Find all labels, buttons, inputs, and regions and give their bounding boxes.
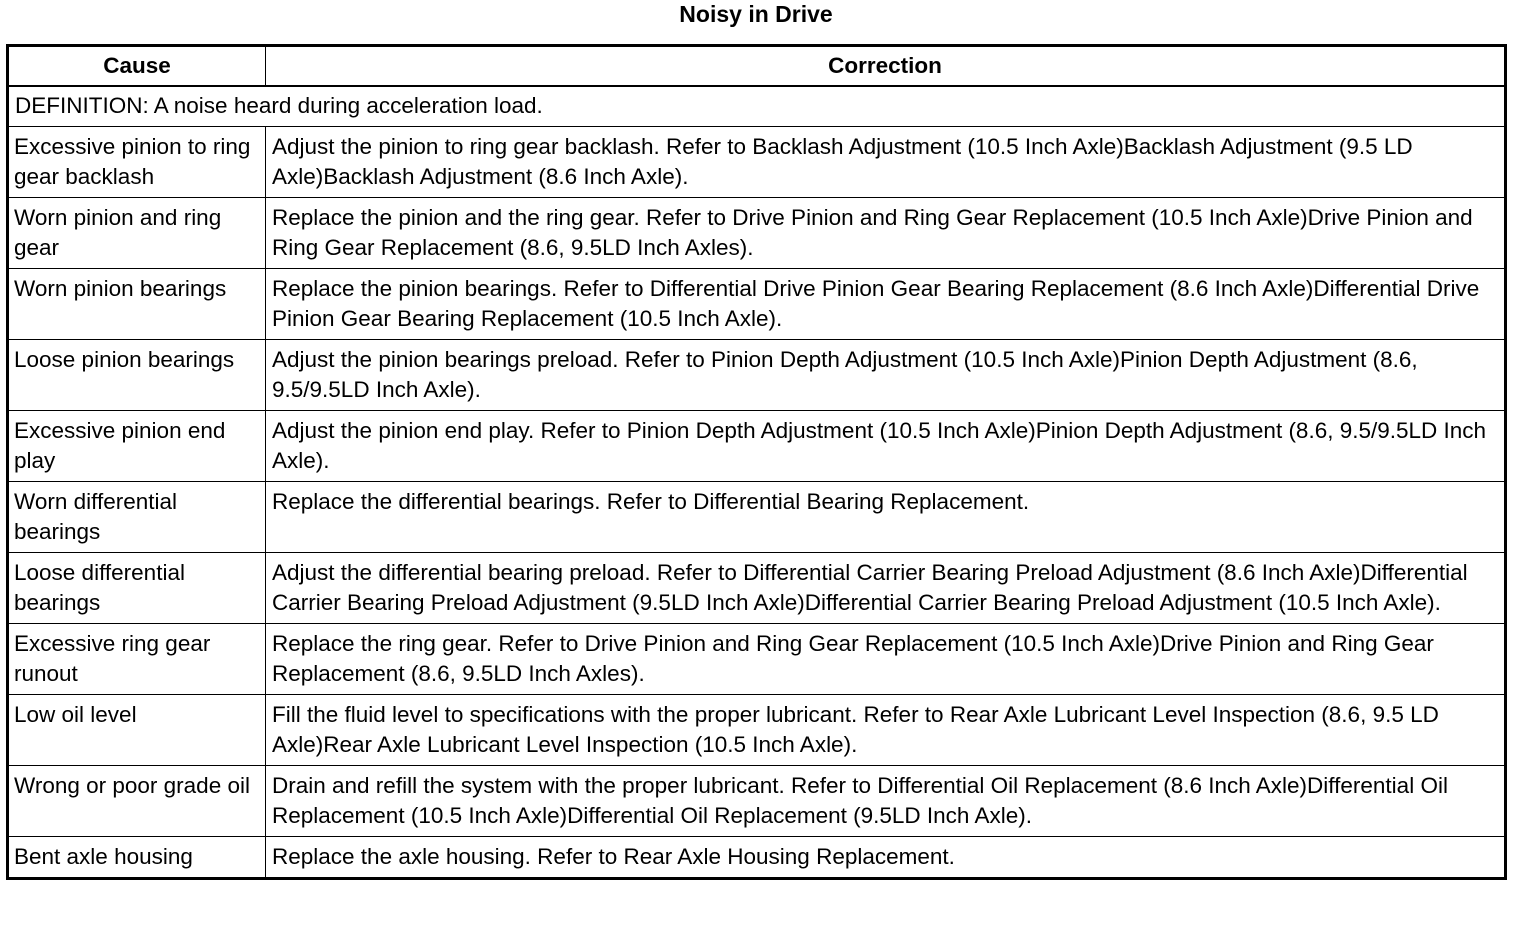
correction-cell: Replace the axle housing. Refer to Rear Axle Housing Replacement. [266, 837, 1506, 879]
table-row [8, 411, 1506, 482]
column-header-cause: Cause [8, 46, 266, 87]
table-header-row [8, 46, 1506, 87]
cause-cell: Excessive pinion to ring gear backlash [8, 127, 266, 198]
cause-cell: Worn pinion bearings [8, 269, 266, 340]
cause-cell: Worn pinion and ring gear [8, 198, 266, 269]
correction-cell: Replace the pinion and the ring gear. Refer to Drive Pinion and Ring Gear Replacement (10.5 Inch Axle)Drive Pinion and Ring Gear Replacement (8.6, 9.5LD Inch Axles). [266, 198, 1506, 269]
correction-cell: Drain and refill the system with the proper lubricant. Refer to Differential Oil Replacement (8.6 Inch Axle)Differential Oil Replacement (10.5 Inch Axle)Differential Oil Replacement (9.5LD Inch Axle). [266, 766, 1506, 837]
correction-cell: Fill the fluid level to specifications with the proper lubricant. Refer to Rear Axle Lubricant Level Inspection (8.6, 9.5 LD Axle)Rear Axle Lubricant Level Inspection (10.5 Inch Axle). [266, 695, 1506, 766]
table-row [8, 837, 1506, 879]
correction-cell: Replace the differential bearings. Refer to Differential Bearing Replacement. [266, 482, 1506, 553]
definition-row [8, 86, 1506, 127]
correction-cell: Adjust the differential bearing preload. Refer to Differential Carrier Bearing Preload Adjustment (8.6 Inch Axle)Differential Carrier Bearing Preload Adjustment (9.5LD Inch Axle)Differential Carrier Bearing Preload Adjustment (10.5 Inch Axle). [266, 553, 1506, 624]
correction-cell: Adjust the pinion end play. Refer to Pinion Depth Adjustment (10.5 Inch Axle)Pinion Depth Adjustment (8.6, 9.5/9.5LD Inch Axle). [266, 411, 1506, 482]
table-row [8, 766, 1506, 837]
column-header-correction: Correction [266, 46, 1506, 87]
correction-cell: Replace the pinion bearings. Refer to Differential Drive Pinion Gear Bearing Replacement (8.6 Inch Axle)Differential Drive Pinion Gear Bearing Replacement (10.5 Inch Axle). [266, 269, 1506, 340]
cause-cell: Loose differential bearings [8, 553, 266, 624]
cause-cell: Low oil level [8, 695, 266, 766]
cause-cell: Excessive pinion end play [8, 411, 266, 482]
table-row [8, 198, 1506, 269]
diagnostic-table [6, 44, 1507, 880]
cause-cell: Excessive ring gear runout [8, 624, 266, 695]
cause-cell: Loose pinion bearings [8, 340, 266, 411]
cause-cell: Wrong or poor grade oil [8, 766, 266, 837]
table-row [8, 269, 1506, 340]
table-row [8, 553, 1506, 624]
cause-cell: Worn differential bearings [8, 482, 266, 553]
definition-text: DEFINITION: A noise heard during acceleration load. [8, 86, 1506, 127]
table-row [8, 624, 1506, 695]
correction-cell: Adjust the pinion bearings preload. Refer to Pinion Depth Adjustment (10.5 Inch Axle)Pinion Depth Adjustment (8.6, 9.5/9.5LD Inch Axle). [266, 340, 1506, 411]
page-title: Noisy in Drive [679, 1, 833, 27]
correction-cell: Replace the ring gear. Refer to Drive Pinion and Ring Gear Replacement (10.5 Inch Axle)Drive Pinion and Ring Gear Replacement (8.6, 9.5LD Inch Axles). [266, 624, 1506, 695]
table-row [8, 127, 1506, 198]
correction-cell: Adjust the pinion to ring gear backlash. Refer to Backlash Adjustment (10.5 Inch Axle)Backlash Adjustment (9.5 LD Axle)Backlash Adjustment (8.6 Inch Axle). [266, 127, 1506, 198]
table-row [8, 340, 1506, 411]
table-row [8, 695, 1506, 766]
table-row [8, 482, 1506, 553]
cause-cell: Bent axle housing [8, 837, 266, 879]
